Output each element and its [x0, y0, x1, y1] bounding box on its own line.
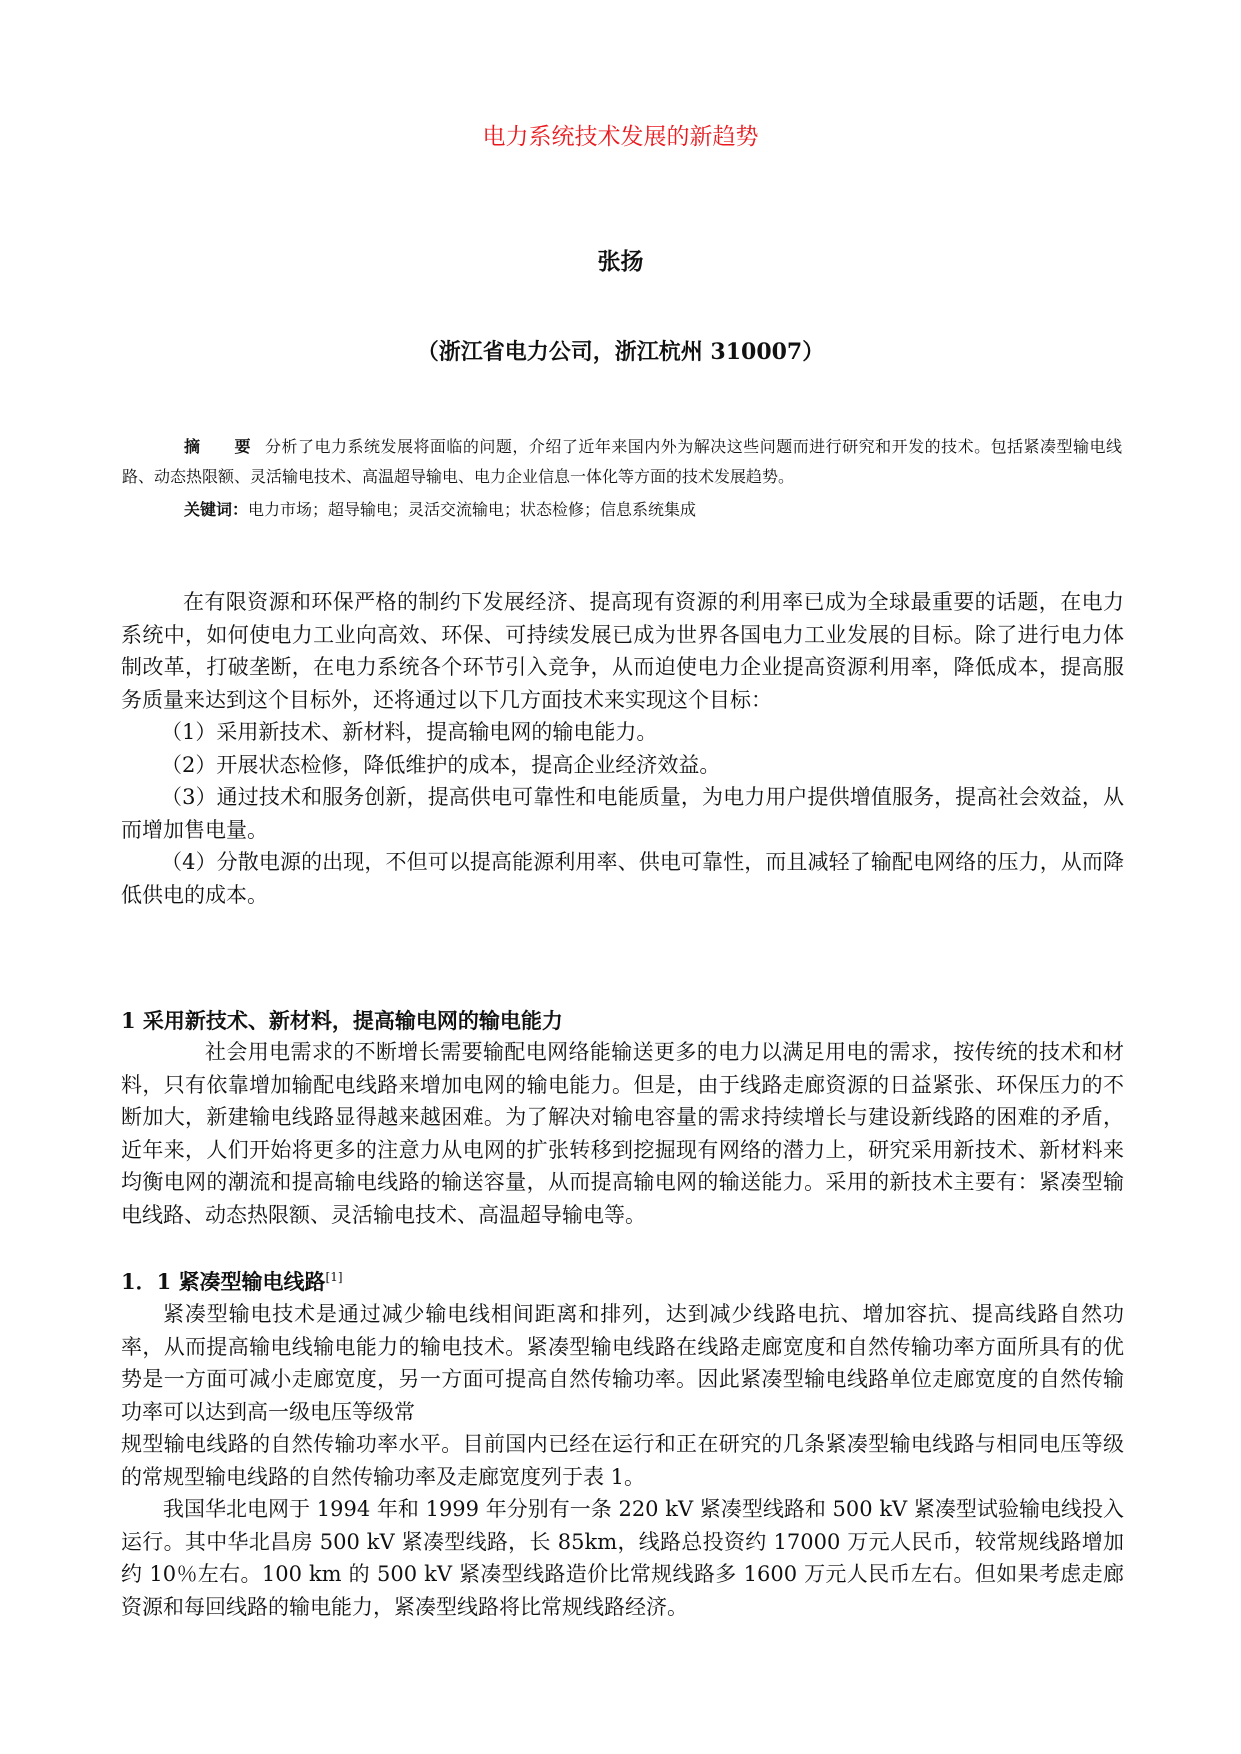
- intro-paragraph: 在有限资源和环保严格的制约下发展经济、提高现有资源的利用率已成为全球最重要的话题，在电力系统中，如何使电力工业向高效、环保、可持续发展已成为世界各国电力工业发展的目标。除了进行电力体制改革，打破垄断，在电力系统各个环节引入竞争，从而迫使电力企业提高资源利用率，降低成本，提高服务质量来达到这个目标外，还将通过以下几方面技术来实现这个目标：: [121, 590, 1124, 712]
- document-title: 电力系统技术发展的新趋势: [482, 124, 759, 150]
- abstract-text: 分析了电力系统发展将面临的问题，介绍了近年来国内外为解决这些问题而进行研究和开发的技术。包括紧凑型输电线路、动态热限额、灵活输电技术、高温超导输电、电力企业信息一体化等方面的技术发展趋势。: [122, 437, 1122, 486]
- section-1-paragraph: 社会用电需求的不断增长需要输配电网络能输送更多的电力以满足用电的需求，按传统的技术和材料，只有依靠增加输配电线路来增加电网的输电能力。但是，由于线路走廊资源的日益紧张、环保压力的不断加大，新建输电线路显得越来越困难。为了解决对输电容量的需求持续增长与建设新线路的困难的矛盾，近年来，人们开始将更多的注意力从电网的扩张转移到挖掘现有网络的潜力上，研究采用新技术、新材料来均衡电网的潮流和提高输电线路的输送容量，从而提高输电网的输送能力。采用的新技术主要有：紧凑型输电线路、动态热限额、灵活输电技术、高温超导输电等。: [121, 1040, 1124, 1227]
- abstract-label: 摘 要: [184, 437, 266, 456]
- author-name: 张扬: [597, 248, 644, 275]
- section-1-1-paragraph-2: 我国华北电网于 1994 年和 1999 年分别有一条 220 kV 紧凑型线路和 500 kV 紧凑型试验输电线投入运行。其中华北昌房 500 kV 紧凑型线路，长 85km，线路总投资约 17000 万元人民币，较常规线路增加约 10％左右。100 km 的 500 kV 紧凑型线路造价比常规线路多 1600 万元人民币左右。但如果考虑走廊资源和每回线路的输电能力，紧凑型线路将比常规线路经济。: [121, 1497, 1124, 1619]
- section-1-1-paragraph-1a: 紧凑型输电技术是通过减少输电线相间距离和排列，达到减少线路电抗、增加容抗、提高线路自然功率，从而提高输电线输电能力的输电技术。紧凑型输电线路在线路走廊宽度和自然传输功率方面所具有的优势是一方面可减小走廊宽度，另一方面可提高自然传输功率。因此紧凑型输电线路单位走廊宽度的自然传输功率可以达到高一级电压等级常: [121, 1302, 1124, 1424]
- author-affiliation: （浙江省电力公司，浙江杭州 310007）: [416, 339, 825, 365]
- intro-section: [121, 586, 1124, 911]
- section-1-1-paragraph-1b: 规型输电线路的自然传输功率水平。目前国内已经在运行和正在研究的几条紧凑型输电线路与相同电压等级的常规型输电线路的自然传输功率及走廊宽度列于表 1。: [121, 1432, 1124, 1489]
- reference-marker: [1]: [325, 1270, 343, 1284]
- section-1-1-body: [121, 1298, 1124, 1623]
- section-1-1-heading-text: 1．1 紧凑型输电线路: [121, 1269, 326, 1294]
- abstract: [122, 432, 1122, 492]
- keywords: [184, 495, 696, 525]
- section-1-heading: 1 采用新技术、新材料，提高输电网的输电能力: [121, 1008, 563, 1033]
- keywords-label: 关键词：: [184, 500, 249, 519]
- intro-item-2: （2）开展状态检修，降低维护的成本，提高企业经济效益。: [161, 752, 721, 777]
- intro-item-3: （3）通过技术和服务创新，提高供电可靠性和电能质量，为电力用户提供增值服务，提高社会效益，从而增加售电量。: [121, 785, 1124, 842]
- intro-item-1: （1）采用新技术、新材料，提高输电网的输电能力。: [161, 720, 658, 744]
- keywords-text: 电力市场；超导输电；灵活交流输电；状态检修；信息系统集成: [248, 500, 697, 519]
- intro-item-4: （4）分散电源的出现，不但可以提高能源利用率、供电可靠性，而且减轻了输配电网络的压力，从而降低供电的成本。: [121, 850, 1124, 907]
- section-1-1-heading: [121, 1266, 343, 1296]
